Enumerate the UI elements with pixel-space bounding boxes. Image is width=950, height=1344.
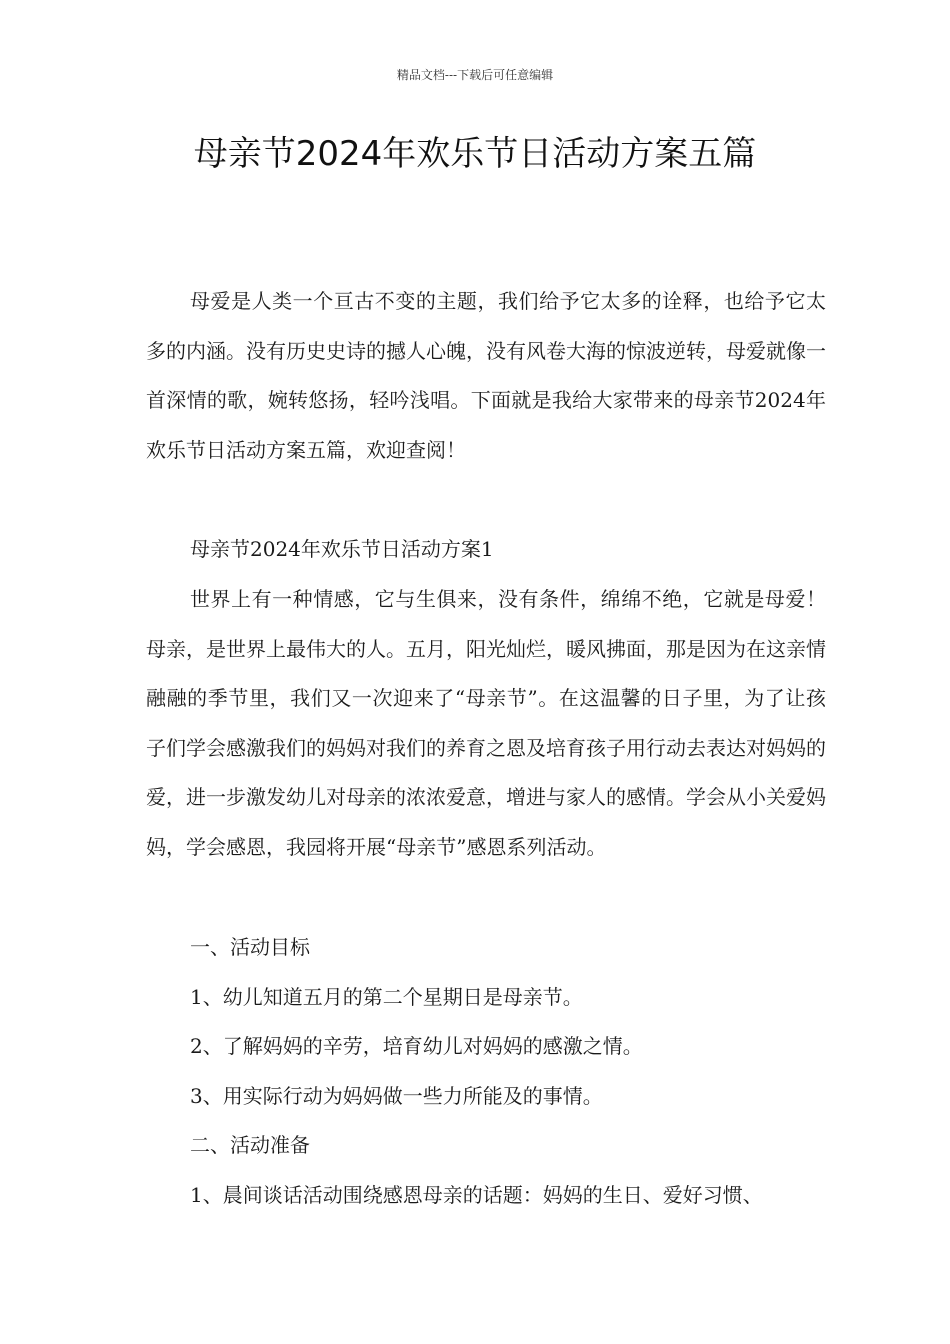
document-title: 母亲节2024年欢乐节日活动方案五篇 (193, 134, 757, 174)
outline-heading-preparation: 二、活动准备 (190, 1133, 310, 1158)
outline-heading-goals: 一、活动目标 (190, 935, 310, 959)
section-paragraph: 世界上有一种情感，它与生俱来，没有条件，绵绵不绝，它就是母爱！母亲，是世界上最伟大的人。五月，阳光灿烂，暖风拂面，那是因为在这亲情融融的季节里，我们又一次迎来了“母亲节”。在这温馨的日子里，为了让孩子们学会感激我们的妈妈对我们的养育之恩及培育孩子用行动去表达对妈妈的爱，进一步激发幼儿对母亲的浓浓爱意，增进与家人的感情。学会从小关爱妈妈，学会感恩，我园将开展“母亲节”感恩系列活动。 (146, 587, 826, 859)
activity-outline (146, 923, 826, 1221)
outline-item: 1、晨间谈话活动围绕感恩母亲的话题：妈妈的生日、爱好习惯、 (190, 1182, 763, 1207)
outline-item: 3、用实际行动为妈妈做一些力所能及的事情。 (190, 1083, 603, 1108)
intro-paragraph: 母爱是人类一个亘古不变的主题，我们给予它太多的诠释，也给予它太多的内涵。没有历史史诗的撼人心魄，没有风卷大海的惊波逆转，母爱就像一首深情的歌，婉转悠扬，轻吟浅唱。下面就是我给大家带来的母亲节2024年欢乐节日活动方案五篇，欢迎查阅！ (146, 289, 826, 462)
outline-item: 2、了解妈妈的辛劳，培育幼儿对妈妈的感激之情。 (190, 1034, 643, 1059)
header-note: 精品文档---下载后可任意编辑 (396, 68, 554, 82)
section-title: 母亲节2024年欢乐节日活动方案1 (190, 537, 494, 561)
outline-item: 1、幼儿知道五月的第二个星期日是母亲节。 (190, 984, 583, 1009)
